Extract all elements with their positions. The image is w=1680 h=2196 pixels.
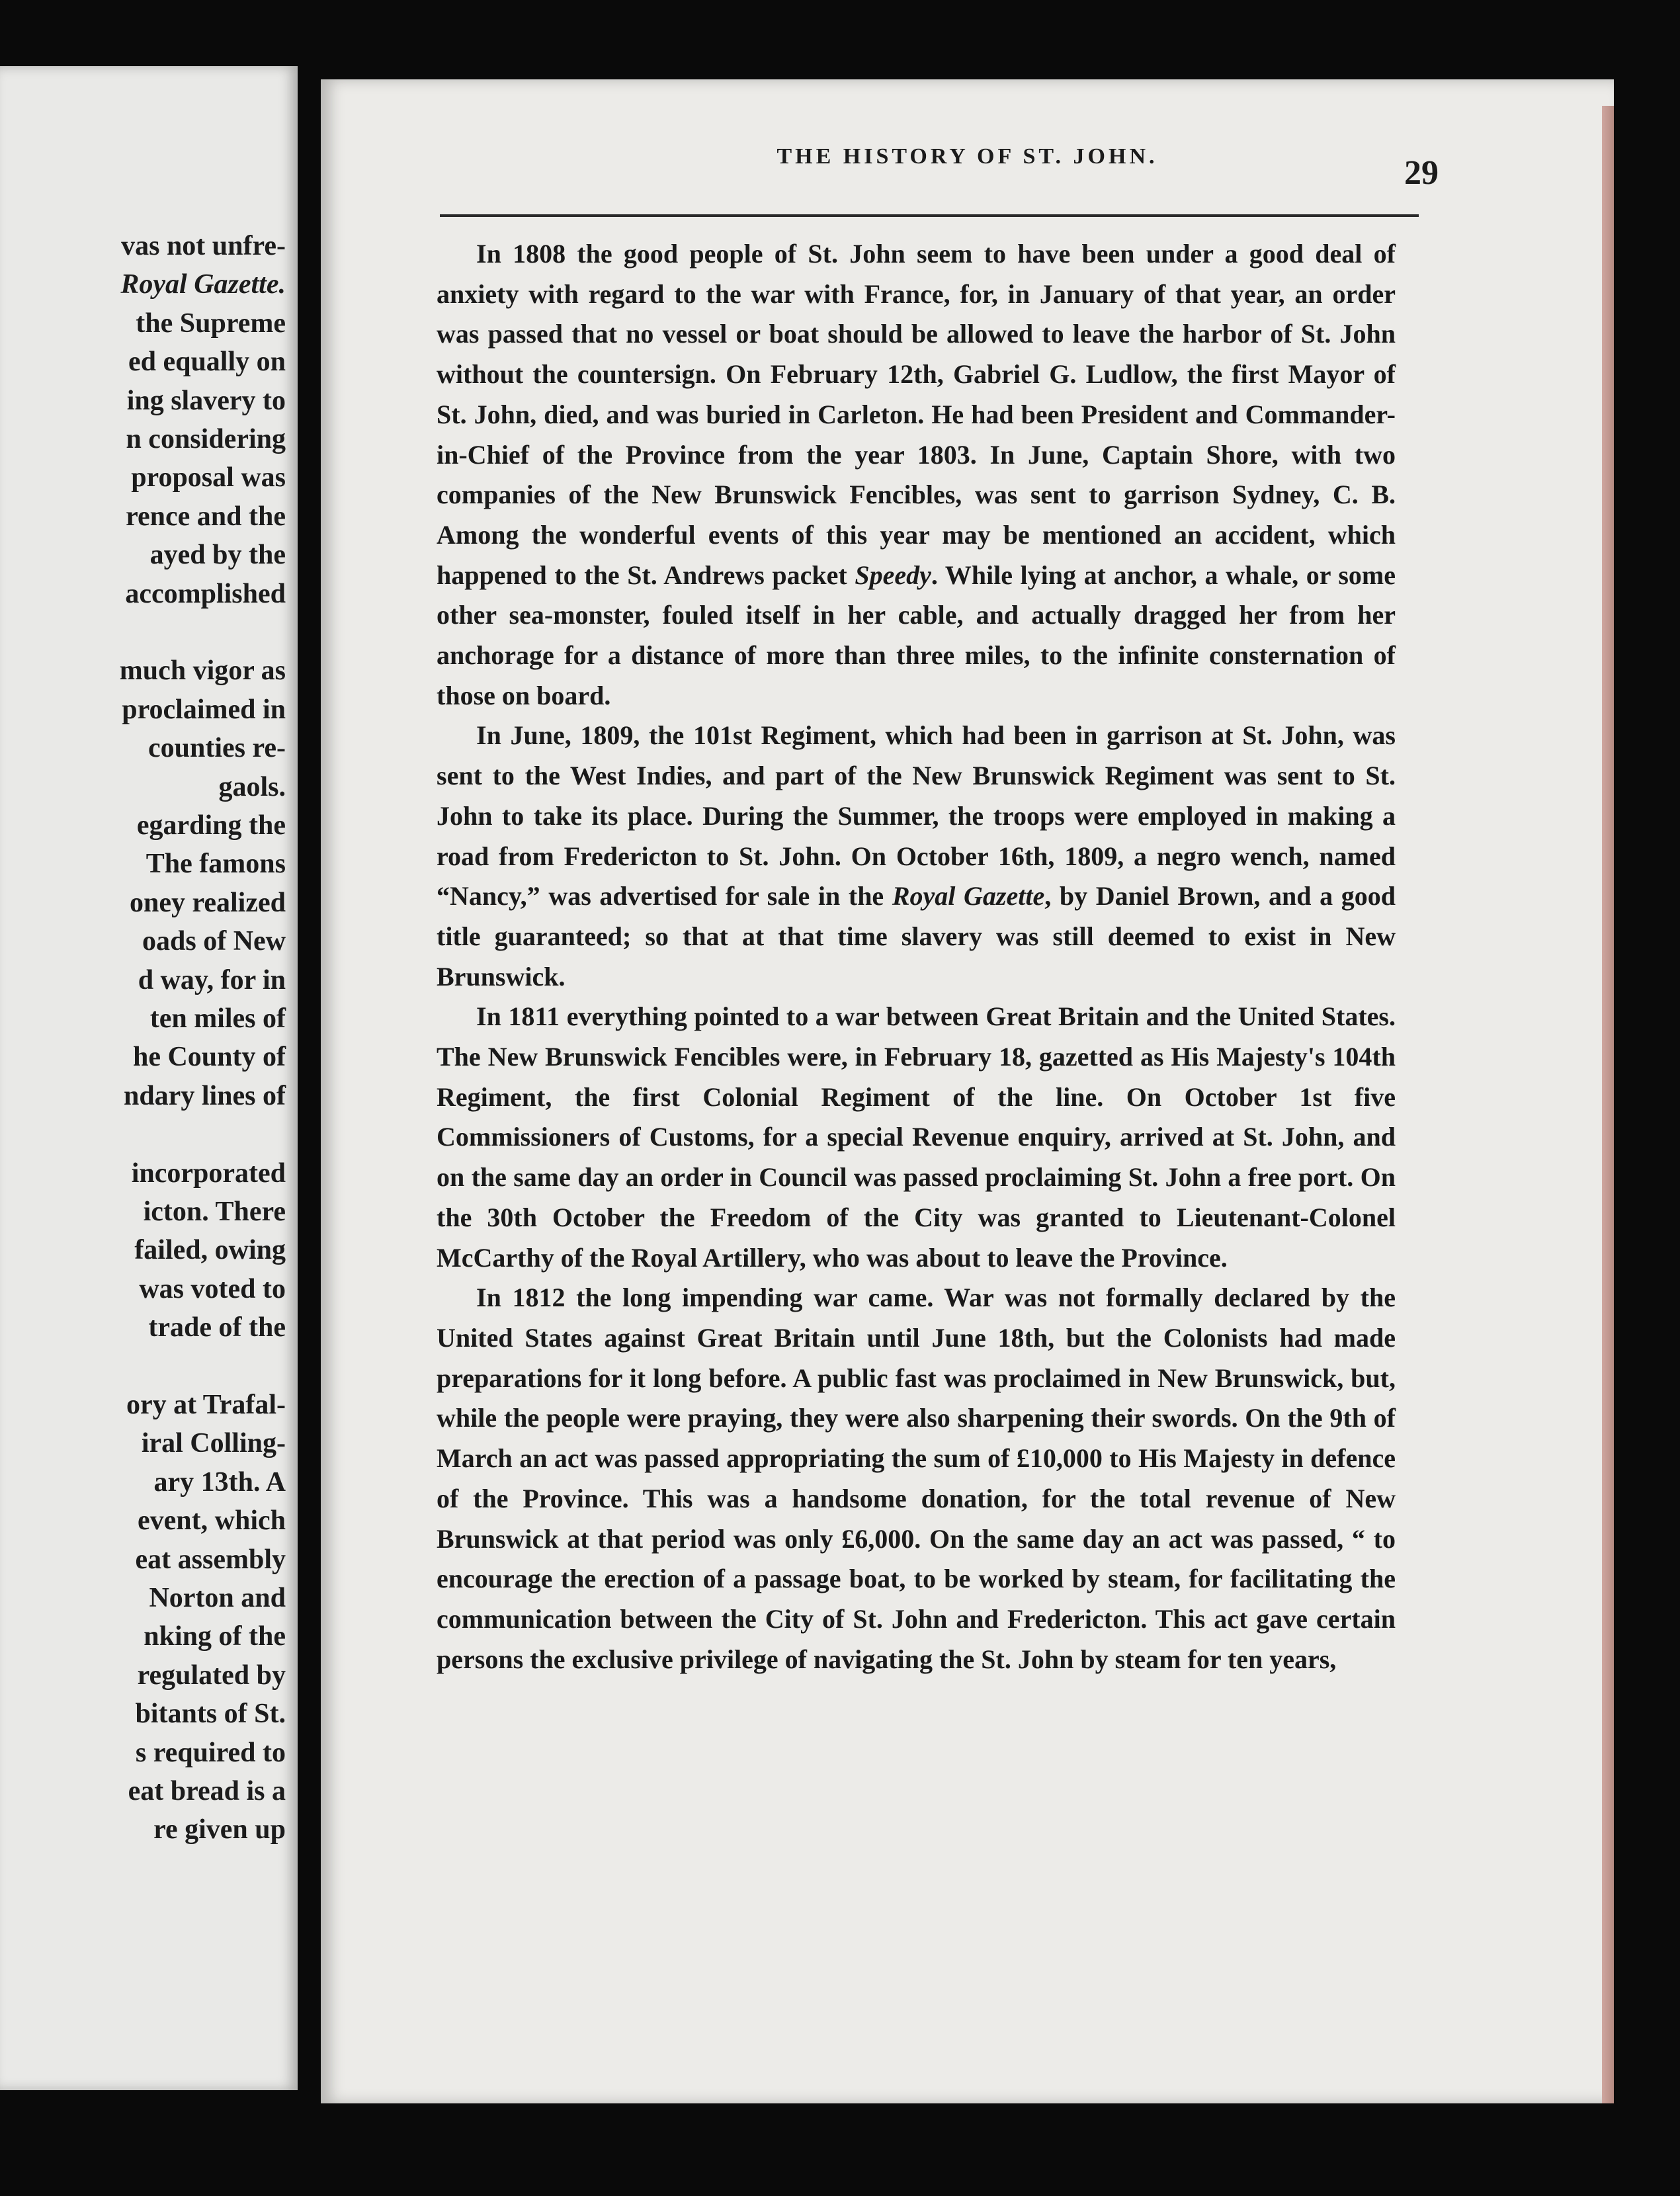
left-page-fragment [0,66,298,2090]
left-page-line: Norton and [149,1583,286,1613]
paragraph-text: In June, 1809, the 101st Regiment, which had been in garrison at St. John, was sent to the West Indies, and part of the New Brunswick Regiment was sent to St. John to take its place. During the Summer, the troops were employed in making a road from Fredericton to St. John. On October 16th, 1809, a negro wench, named “Nancy,” was advertised for sale in the [437,720,1396,911]
left-page-line: ed equally on [128,347,286,378]
italic-title: Speedy [855,560,931,590]
left-page-line: ary 13th. A [153,1466,286,1498]
page-number: 29 [1404,154,1439,192]
left-page-line: eat bread is a [128,1776,286,1806]
left-page-line: icton. There [143,1197,286,1227]
paragraph-text: , by Daniel Brown, and a good title guaranteed; so that at that time slavery was still deemed to exist in New Brunswick. [437,881,1396,992]
left-page-line: gaols. [218,771,286,802]
right-page [321,79,1614,2103]
running-head: THE HISTORY OF ST. JOHN. [777,144,1158,169]
left-page-line: rence and the [126,501,286,532]
left-page-line: oads of New [142,926,286,957]
left-page-line: egarding the [136,810,286,841]
left-page-line: ten miles of [149,1003,286,1034]
body-text [437,234,1396,1679]
left-page-line: d way, for in [138,964,286,995]
paragraph-text: In 1811 everything pointed to a war between Great Britain and the United States. The New Brunswick Fencibles were, in February 18, gazetted as His Majesty's 104th Regiment, the first Colonial Regiment of the line. On October 1st five Commissioners of Customs, for a special Revenue enquiry, arrived at St. John, and on the same day an order in Council was passed proclaiming St. John a free port. On the 30th October the Freedom of the City was granted to Lieutenant-Colonel McCarthy of the Royal Artillery, who was about to leave the Province. [437,1001,1396,1273]
left-page-line: failed, owing [134,1235,286,1266]
left-page-line: proclaimed in [122,694,286,725]
paragraph [437,234,1396,716]
left-page-line: trade of the [148,1312,286,1343]
left-page-line: eat assembly [135,1544,286,1575]
paragraph-text: In 1808 the good people of St. John seem to have been under a good deal of anxiety with regard to the war with France, for, in January of that year, an order was passed that no vessel or boat should be allowed to leave the harbor of St. John without the countersign. On February 12th, Gabriel G. Ludlow, the first Mayor of St. John, died, and was buried in Carleton. He had been President and Commander-in-Chief of the Province from the year 1803. In June, Captain Shore, with two companies of the New Brunswick Fencibles, was sent to garrison Sydney, C. B. Among the wonderful events of this year may be mentioned an accident, which happened to the St. Andrews packet [437,239,1396,590]
left-page-line: ndary lines of [123,1080,286,1111]
left-page-line: ory at Trafal- [126,1390,286,1420]
left-page-line: event, which [138,1505,286,1537]
left-page-line: counties re- [147,733,286,764]
paragraph-text: . While lying at anchor, a whale, or some other sea-monster, fouled itself in her cable, and actually dragged her from her anchorage for a distance of more than three miles, to the infinite consternation of those on board. [437,560,1396,710]
left-page-line: proposal was [131,462,286,493]
left-page-line: nking of the [144,1621,286,1652]
paragraph [437,997,1396,1278]
paragraph [437,1278,1396,1679]
left-page-line: was voted to [139,1273,286,1304]
left-page-line: iral Colling- [141,1428,286,1459]
left-page-line: s required to [135,1737,286,1768]
italic-title: Royal Gazette [892,881,1045,911]
left-page-line: he County of [132,1042,286,1073]
paragraph-text: In 1812 the long impending war came. War was not formally declared by the United States against Great Britain until June 18th, but the Colonists had made preparations for it long before. A public fast was proclaimed in New Brunswick, but, while the people were praying, they were also sharpening their swords. On the 9th of March an act was passed appropriating the sum of £10,000 to His Majesty in defence of the Province. This was a handsome donation, for the total revenue of New Brunswick at that period was only £6,000. On the same day an act was passed, “ to encourage the erection of a passage boat, to be worked by steam, for facilitating the communication between the City of St. John and Fredericton. This act gave certain persons the exclusive privilege of navigating the St. John by steam for ten years, [437,1283,1396,1674]
left-page-line: the Supreme [136,308,286,339]
left-page-line: accomplished [125,578,286,609]
left-page-line: ing slavery to [126,385,286,416]
paragraph [437,716,1396,997]
left-page-line: bitants of St. [135,1699,286,1730]
header-rule [440,214,1419,217]
left-page-line: much vigor as [119,655,286,687]
left-page-line: Royal Gazette. [120,269,286,300]
left-page-line: incorporated [131,1158,286,1189]
left-page-line: The famons [146,849,286,880]
left-page-line: ayed by the [149,540,286,571]
left-page-line: vas not unfre- [121,231,286,261]
left-page-line: oney realized [129,887,286,918]
left-page-line: n considering [126,424,286,454]
left-page-line: re given up [153,1814,286,1845]
left-page-line: regulated by [137,1660,286,1691]
